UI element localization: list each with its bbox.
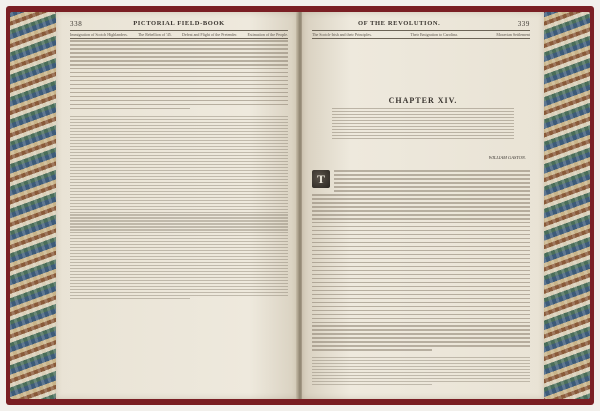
left-page-number: 338: [70, 20, 83, 28]
text-line: [312, 230, 530, 232]
left-subhead-item: Immigration of Scotch Highlanders.: [70, 32, 128, 37]
text-line: [70, 226, 288, 227]
text-line: [70, 140, 288, 141]
right-main-text: [312, 194, 530, 353]
text-line: [70, 80, 288, 82]
text-line: [70, 217, 288, 218]
text-line: [312, 322, 530, 324]
left-main-text: [70, 40, 288, 112]
text-line: [312, 302, 530, 304]
text-line: [334, 190, 530, 192]
text-line: [312, 360, 530, 361]
text-line: [312, 194, 530, 196]
text-line: [312, 274, 530, 276]
text-line: [70, 40, 288, 42]
text-line: [70, 194, 288, 195]
text-line: [312, 378, 530, 379]
text-line: [70, 155, 288, 156]
text-line: [332, 132, 514, 133]
right-subhead-item: Moravian Settlement: [496, 32, 530, 37]
text-line: [70, 223, 288, 224]
text-line: [312, 366, 530, 367]
text-line: [70, 265, 288, 266]
text-line: [332, 138, 514, 139]
text-line: [70, 64, 288, 66]
text-line: [70, 152, 288, 153]
left-subhead-item: Estimation of the People.: [247, 32, 288, 37]
text-line: [332, 135, 514, 136]
text-line: [70, 238, 288, 239]
text-line: [312, 206, 530, 208]
text-line: [312, 363, 530, 364]
text-line: [70, 188, 288, 189]
text-line: [70, 149, 288, 150]
text-line: [70, 253, 288, 254]
text-line: [70, 197, 288, 198]
drop-cap-letter: T: [316, 171, 325, 186]
text-line: [312, 262, 530, 264]
text-line: [70, 68, 288, 70]
left-page-header: [70, 20, 288, 28]
right-page: [302, 12, 544, 399]
left-page: [56, 12, 298, 399]
text-line: [312, 282, 530, 284]
text-line: [70, 170, 288, 171]
right-main-text-indented: [334, 170, 530, 194]
text-line: [70, 167, 288, 168]
text-line: [70, 161, 288, 162]
text-line: [70, 96, 288, 98]
text-line: [312, 278, 530, 280]
right-page-number: 339: [517, 20, 530, 28]
text-line: [312, 238, 530, 240]
text-line: [70, 250, 288, 251]
text-line: [312, 290, 530, 292]
text-line: [334, 174, 530, 176]
text-line: [312, 349, 432, 351]
right-subhead-item: Their Emigration to Carolina.: [410, 32, 458, 37]
text-line: [312, 306, 530, 308]
text-line: [332, 114, 514, 115]
text-line: [312, 310, 530, 312]
text-line: [70, 220, 288, 221]
text-line: [334, 182, 530, 184]
text-line: [312, 314, 530, 316]
text-line: [70, 108, 190, 110]
text-line: [70, 44, 288, 46]
text-line: [70, 298, 190, 299]
text-line: [312, 318, 530, 320]
text-line: [70, 104, 288, 106]
text-line: [312, 341, 530, 343]
text-line: [70, 88, 288, 90]
text-line: [332, 120, 514, 121]
text-line: [312, 250, 530, 252]
text-line: [332, 108, 514, 109]
text-line: [70, 76, 288, 78]
marbled-edge-right: [544, 12, 590, 399]
text-line: [70, 232, 288, 233]
text-line: [70, 262, 288, 263]
text-line: [312, 246, 530, 248]
left-subhead: [70, 30, 288, 39]
text-line: [312, 329, 530, 331]
text-line: [70, 212, 288, 213]
text-line: [70, 143, 288, 144]
text-line: [70, 191, 288, 192]
text-line: [332, 123, 514, 124]
right-running-title: OF THE REVOLUTION.: [358, 20, 441, 27]
text-line: [312, 202, 530, 204]
text-line: [312, 266, 530, 268]
text-line: [312, 372, 530, 373]
text-line: [70, 241, 288, 242]
text-line: [70, 52, 288, 54]
text-line: [70, 116, 288, 117]
text-line: [312, 333, 530, 335]
text-line: [70, 179, 288, 180]
text-line: [70, 173, 288, 174]
right-subhead-item: The Scotch-Irish and their Principles.: [312, 32, 372, 37]
left-subhead-item: The Rebellion of '45.: [137, 32, 172, 37]
text-line: [312, 375, 530, 376]
text-line: [70, 277, 288, 278]
text-line: [70, 60, 288, 62]
text-line: [334, 178, 530, 180]
text-line: [70, 176, 288, 177]
poem-signature: WILLIAM GASTON.: [488, 155, 526, 160]
text-line: [332, 129, 514, 130]
text-line: [70, 185, 288, 186]
left-footnote: [70, 116, 288, 301]
drop-cap-ornament: [312, 170, 330, 188]
text-line: [70, 203, 288, 204]
text-line: [312, 270, 530, 272]
text-line: [312, 384, 432, 385]
left-subhead-item: Defeat and Flight of the Pretender.: [182, 32, 238, 37]
text-line: [332, 126, 514, 127]
right-subhead: [312, 30, 530, 39]
text-line: [334, 186, 530, 188]
text-line: [312, 258, 530, 260]
text-line: [334, 170, 530, 172]
text-line: [70, 137, 288, 138]
text-line: [70, 158, 288, 159]
text-line: [70, 286, 288, 287]
text-line: [70, 122, 288, 123]
text-line: [70, 48, 288, 50]
text-line: [70, 125, 288, 126]
text-line: [312, 325, 530, 327]
text-line: [312, 337, 530, 339]
text-line: [332, 111, 514, 112]
text-line: [312, 226, 530, 228]
chapter-heading: CHAPTER XIV.: [388, 96, 458, 105]
text-line: [70, 271, 288, 272]
text-line: [312, 234, 530, 236]
text-line: [70, 92, 288, 94]
text-line: [70, 280, 288, 281]
text-line: [70, 229, 288, 230]
text-line: [70, 247, 288, 248]
text-line: [70, 164, 288, 165]
text-line: [312, 345, 530, 347]
text-line: [70, 259, 288, 260]
text-line: [70, 131, 288, 132]
text-line: [70, 128, 288, 129]
text-line: [70, 214, 288, 215]
text-line: [312, 298, 530, 300]
text-line: [70, 119, 288, 120]
text-line: [70, 182, 288, 183]
text-line: [312, 218, 530, 220]
text-line: [312, 198, 530, 200]
text-line: [70, 274, 288, 275]
text-line: [70, 200, 288, 201]
text-line: [312, 242, 530, 244]
text-line: [70, 289, 288, 290]
text-line: [312, 254, 530, 256]
text-line: [332, 117, 514, 118]
text-line: [70, 206, 288, 207]
text-line: [70, 256, 288, 257]
text-line: [312, 222, 530, 224]
text-line: [312, 294, 530, 296]
text-line: [70, 56, 288, 58]
text-line: [70, 283, 288, 284]
text-line: [70, 100, 288, 102]
text-line: [312, 214, 530, 216]
epigraph-poem: [332, 108, 514, 141]
text-line: [70, 268, 288, 269]
text-line: [70, 134, 288, 135]
text-line: [312, 286, 530, 288]
text-line: [70, 209, 288, 210]
text-line: [70, 84, 288, 86]
text-line: [312, 369, 530, 370]
text-line: [70, 235, 288, 236]
text-line: [70, 244, 288, 245]
text-line: [70, 72, 288, 74]
text-line: [312, 357, 530, 358]
text-line: [312, 381, 530, 382]
text-line: [70, 146, 288, 147]
right-footnote: [312, 357, 530, 387]
marbled-edge-left: [10, 12, 56, 399]
left-running-title: PICTORIAL FIELD-BOOK: [133, 20, 225, 27]
text-line: [70, 292, 288, 293]
text-line: [70, 295, 288, 296]
text-line: [312, 210, 530, 212]
